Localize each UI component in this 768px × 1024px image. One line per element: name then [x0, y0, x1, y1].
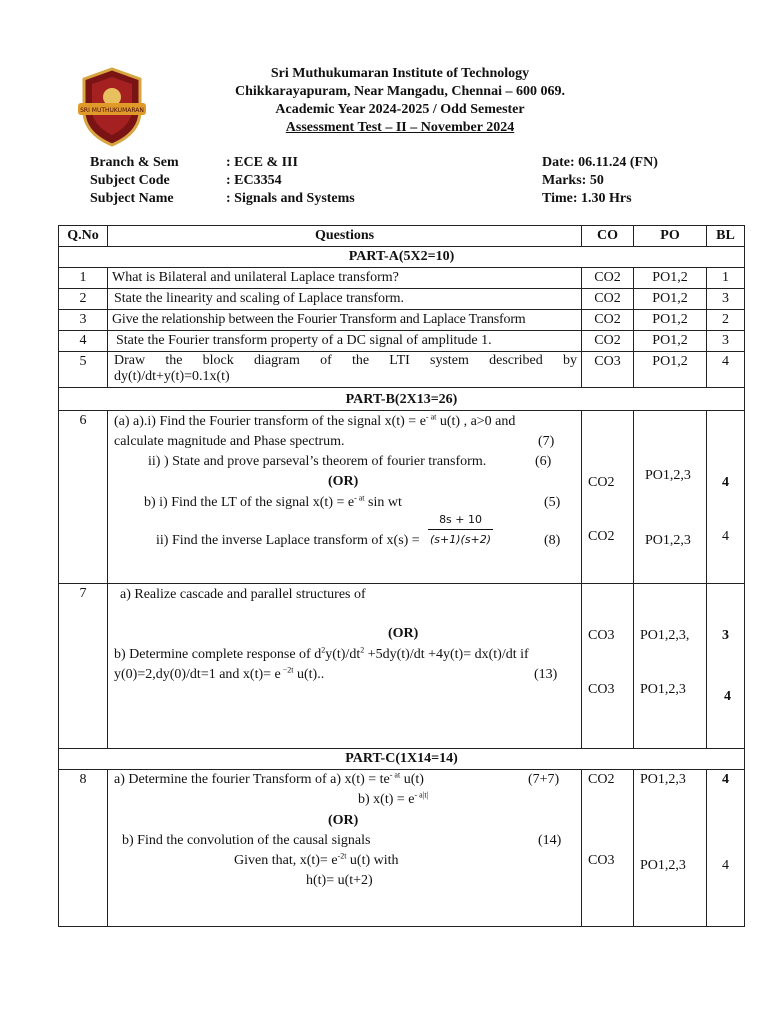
question-row-1	[59, 268, 745, 289]
q6-or: (OR)	[328, 474, 359, 489]
qno: 4	[59, 331, 108, 352]
q8-a-marks: (7+7)	[528, 772, 560, 787]
question-row-7	[59, 584, 745, 749]
co: CO3	[588, 853, 615, 868]
branch-label: Branch & Sem	[90, 155, 179, 170]
bl: 4	[722, 772, 729, 787]
po: PO1,2,3,	[640, 628, 690, 643]
po: PO1,2	[634, 310, 707, 331]
q6-a-line3: ii) ) State and prove parseval’s theorem of fourier transform.	[148, 454, 487, 469]
q7-b-line2: y(0)=2,dy(0)/dt=1 and x(t)= e $^{-2t}$ u(t)..	[114, 665, 325, 682]
co: CO2	[582, 289, 634, 310]
bl: 4	[707, 352, 745, 388]
fraction-numerator: 8s + 10	[428, 510, 493, 530]
q8-or: (OR)	[328, 813, 359, 828]
q6-a3-marks: (6)	[535, 454, 552, 469]
name-label: Subject Name	[90, 191, 174, 206]
exam-time: Time: 1.30 Hrs	[542, 191, 632, 206]
code-label: Subject Code	[90, 173, 170, 188]
part-a-heading: PART-A(5X2=10)	[59, 247, 745, 268]
exam-date: Date: 06.11.24 (FN)	[542, 155, 658, 170]
qno: 3	[59, 310, 108, 331]
part-b-heading: PART-B(2X13=26)	[59, 388, 745, 411]
code-value: : EC3354	[226, 173, 282, 188]
q8-b-line3: h(t)= u(t+2)	[306, 873, 373, 888]
bl: 2	[707, 310, 745, 331]
bl: 1	[707, 268, 745, 289]
co: CO2	[582, 331, 634, 352]
header-questions: Questions	[108, 226, 582, 247]
part-c-heading: PART-C(1X14=14)	[59, 749, 745, 770]
po: PO1,2	[634, 352, 707, 388]
question-text: What is Bilateral and unilateral Laplace transform?	[108, 268, 582, 289]
test-title: Assessment Test – II – November 2024	[285, 120, 515, 135]
q7-b-line1: b) Determine complete response of $d^2y(t)/dt^2 +5dy(t)/dt +4y(t)= dx(t)/dt$ if	[114, 645, 529, 662]
q6-a-line1: (a) a).i) Find the Fourier transform of the signal $x(t) = e^{- at}$ u(t) , a>0 and	[114, 412, 516, 429]
co: CO3	[588, 628, 615, 643]
institute-logo	[76, 67, 148, 147]
q6-b-line2: ii) Find the inverse Laplace transform of x(s) =	[156, 533, 420, 548]
po: PO1,2,3	[645, 533, 691, 548]
q6-b-line1: b) i) Find the LT of the signal $x(t) = e^{- at}$ sin wt	[144, 493, 402, 510]
q6-fraction	[428, 510, 493, 549]
header-po: PO	[634, 226, 707, 247]
q7-b-marks: (13)	[534, 667, 558, 682]
q7-or: (OR)	[388, 626, 419, 641]
question-table	[58, 225, 745, 927]
bl: 3	[707, 289, 745, 310]
bl: 4	[724, 689, 731, 704]
co: CO2	[588, 475, 615, 490]
co: CO3	[582, 352, 634, 388]
bl: 3	[707, 331, 745, 352]
question-text: State the linearity and scaling of Laplace transform.	[108, 289, 582, 310]
question-text: State the Fourier transform property of a DC signal of amplitude 1.	[108, 331, 582, 352]
po: PO1,2	[634, 331, 707, 352]
co: CO2	[588, 529, 615, 544]
po: PO1,2,3	[645, 468, 691, 483]
q8-a-line2: b) $x(t) = e^{- a|t|}$	[358, 790, 429, 807]
question-text: Give the relationship between the Fourier Transform and Laplace Transform	[108, 310, 582, 331]
po: PO1,2,3	[640, 858, 686, 873]
qno: 6	[59, 411, 108, 584]
q6-b2-marks: (8)	[544, 533, 561, 548]
question-equation: dy(t)/dt+y(t)=0.1x(t)	[114, 369, 230, 384]
header-qno: Q.No	[59, 226, 108, 247]
po: PO1,2,3	[640, 682, 686, 697]
q8-b-marks: (14)	[538, 833, 562, 848]
q8-a-line1: a) Determine the fourier Transform of a) $x(t) = te^{- at}$ u(t)	[114, 770, 424, 787]
po: PO1,2	[634, 268, 707, 289]
logo-text: SRI MUTHUKUMARAN	[80, 107, 144, 114]
co: CO2	[582, 310, 634, 331]
question-row-6	[59, 411, 745, 584]
question-text: Draw the block diagram of the LTI system described by	[114, 353, 577, 368]
q6-a-line2: calculate magnitude and Phase spectrum.	[114, 434, 345, 449]
question-row-4	[59, 331, 745, 352]
q6-a-marks: (7)	[538, 434, 555, 449]
question-row-2	[59, 289, 745, 310]
q7-a-line1: a) Realize cascade and parallel structures of	[120, 587, 366, 602]
bl: 4	[722, 858, 729, 873]
qno: 8	[59, 770, 108, 927]
question-row-5	[59, 352, 745, 388]
name-value: : Signals and Systems	[226, 191, 355, 206]
qno: 5	[59, 352, 108, 388]
header-bl: BL	[707, 226, 745, 247]
qno: 1	[59, 268, 108, 289]
institute-name: Sri Muthukumaran Institute of Technology	[270, 66, 530, 81]
institute-address: Chikkarayapuram, Near Mangadu, Chennai – 600 069.	[235, 84, 565, 99]
co: CO2	[588, 772, 615, 787]
bl: 4	[722, 475, 729, 490]
qno: 7	[59, 584, 108, 749]
po: PO1,2	[634, 289, 707, 310]
branch-value: : ECE & III	[226, 155, 298, 170]
bl: 4	[722, 529, 729, 544]
co: CO3	[588, 682, 615, 697]
fraction-denominator: (s+1)(s+2)	[430, 533, 492, 546]
q8-b-line1: b) Find the convolution of the causal signals	[122, 833, 371, 848]
q8-b-line2: Given that, $x(t)= e^{-2t}$ u(t) with	[234, 851, 399, 868]
co: CO2	[582, 268, 634, 289]
po: PO1,2,3	[640, 772, 686, 787]
header-co: CO	[582, 226, 634, 247]
question-row-3	[59, 310, 745, 331]
bl: 3	[722, 628, 729, 643]
question-row-8	[59, 770, 745, 927]
exam-marks: Marks: 50	[542, 173, 604, 188]
q6-b1-marks: (5)	[544, 495, 561, 510]
qno: 2	[59, 289, 108, 310]
academic-year: Academic Year 2024-2025 / Odd Semester	[275, 102, 525, 117]
